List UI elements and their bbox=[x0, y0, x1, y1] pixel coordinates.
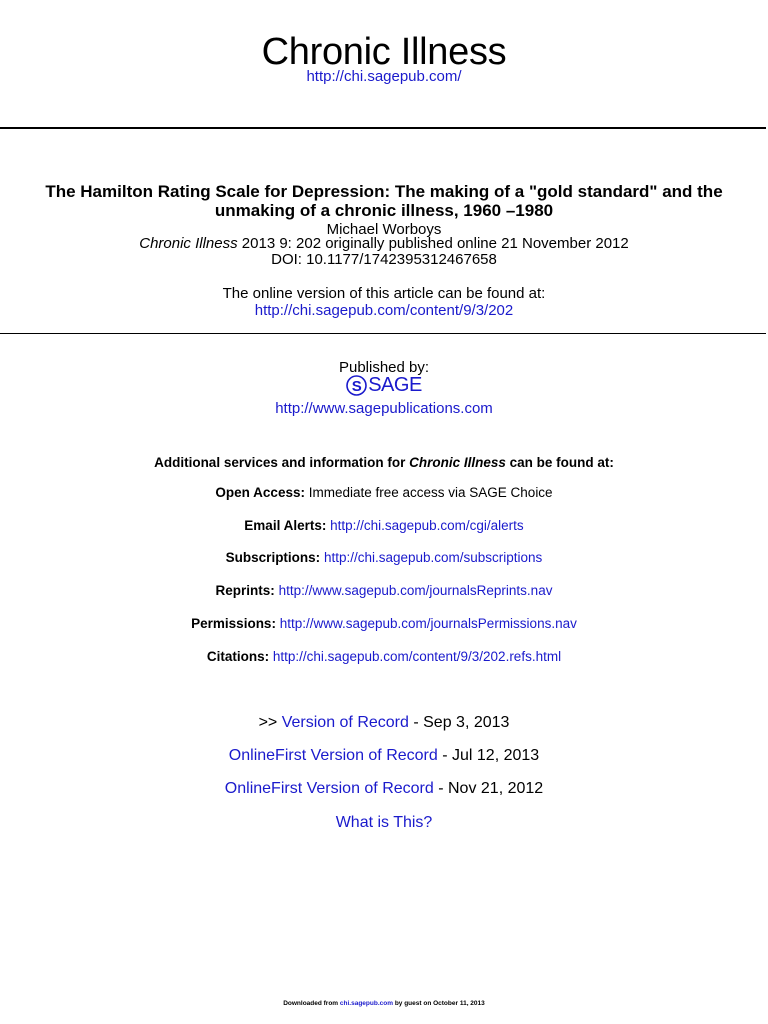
article-title-line-2: unmaking of a chronic illness, 1960 –1980 bbox=[214, 201, 554, 220]
service-row-permissions bbox=[0, 616, 768, 631]
service-label: Subscriptions: bbox=[225, 550, 321, 565]
service-row-subscriptions bbox=[0, 550, 768, 565]
sage-logo[interactable] bbox=[346, 374, 422, 397]
sage-logo-container bbox=[0, 374, 768, 401]
journal-url-link[interactable]: http://chi.sagepub.com/ bbox=[306, 68, 462, 85]
journal-title: Chronic Illness bbox=[261, 31, 507, 73]
permissions-link[interactable]: http://www.sagepub.com/journalsPermissions.nav bbox=[275, 616, 577, 631]
onlinefirst-version-link[interactable]: OnlineFirst Version of Record bbox=[228, 747, 438, 764]
online-version-link[interactable]: http://chi.sagepub.com/content/9/3/202 bbox=[254, 302, 514, 319]
article-doi: DOI: 10.1177/1742395312467658 bbox=[271, 251, 497, 268]
service-label: Email Alerts: bbox=[244, 518, 327, 533]
article-citation bbox=[0, 235, 768, 252]
article-author: Michael Worboys bbox=[326, 221, 442, 238]
middle-divider bbox=[0, 333, 766, 334]
version-date: - Jul 12, 2013 bbox=[437, 747, 540, 764]
citations-link[interactable]: http://chi.sagepub.com/content/9/3/202.refs.html bbox=[269, 649, 562, 664]
article-title-line-1: The Hamilton Rating Scale for Depression: The making of a "gold standard" and the bbox=[45, 182, 723, 201]
service-label: Citations: bbox=[206, 649, 270, 664]
publisher-url-link[interactable]: http://www.sagepublications.com bbox=[275, 400, 493, 417]
service-row-email-alerts bbox=[0, 518, 768, 533]
version-of-record-link[interactable]: Version of Record bbox=[281, 714, 409, 731]
version-date: - Nov 21, 2012 bbox=[433, 780, 544, 797]
version-row-onlinefirst-2 bbox=[0, 780, 768, 798]
version-date: - Sep 3, 2013 bbox=[408, 714, 510, 731]
citation-details: 2013 9: 202 originally published online 21 November 2012 bbox=[237, 235, 629, 252]
top-divider bbox=[0, 127, 766, 129]
citation-journal: Chronic Illness bbox=[139, 235, 238, 252]
footer-before: Downloaded from bbox=[283, 1000, 340, 1007]
download-footer bbox=[0, 1000, 768, 1007]
service-row-reprints bbox=[0, 583, 768, 598]
service-label: Open Access: bbox=[215, 485, 305, 500]
publisher-url-container bbox=[0, 400, 768, 417]
what-is-this-container bbox=[0, 814, 768, 832]
online-version-text: The online version of this article can be found at: bbox=[222, 285, 546, 302]
journal-url-container bbox=[0, 68, 768, 85]
subscriptions-link[interactable]: http://chi.sagepub.com/subscriptions bbox=[320, 550, 543, 565]
online-version-url-container bbox=[0, 302, 768, 319]
services-intro bbox=[0, 455, 768, 470]
service-row-citations bbox=[0, 649, 768, 664]
services-intro-before: Additional services and information for bbox=[154, 455, 410, 470]
published-by-label: Published by: bbox=[338, 359, 430, 376]
service-value: Immediate free access via SAGE Choice bbox=[304, 485, 553, 500]
service-label: Permissions: bbox=[191, 616, 276, 631]
service-row-open-access bbox=[0, 485, 768, 500]
sage-s-icon bbox=[346, 375, 367, 396]
version-row-onlinefirst-1 bbox=[0, 747, 768, 765]
what-is-this-link[interactable]: What is This? bbox=[335, 814, 433, 831]
footer-site-link[interactable]: chi.sagepub.com bbox=[339, 1000, 394, 1007]
article-title bbox=[0, 182, 768, 220]
sage-logo-text: SAGE bbox=[368, 374, 422, 396]
svg-text:S: S bbox=[351, 378, 362, 395]
services-intro-after: can be found at: bbox=[505, 455, 614, 470]
footer-after: by guest on October 11, 2013 bbox=[393, 1000, 485, 1007]
reprints-link[interactable]: http://www.sagepub.com/journalsReprints.nav bbox=[274, 583, 553, 598]
version-row-current bbox=[0, 714, 768, 732]
current-version-marker: >> bbox=[258, 714, 282, 731]
service-label: Reprints: bbox=[215, 583, 275, 598]
services-intro-journal: Chronic Illness bbox=[409, 455, 506, 470]
onlinefirst-version-link[interactable]: OnlineFirst Version of Record bbox=[224, 780, 434, 797]
email-alerts-link[interactable]: http://chi.sagepub.com/cgi/alerts bbox=[326, 518, 524, 533]
